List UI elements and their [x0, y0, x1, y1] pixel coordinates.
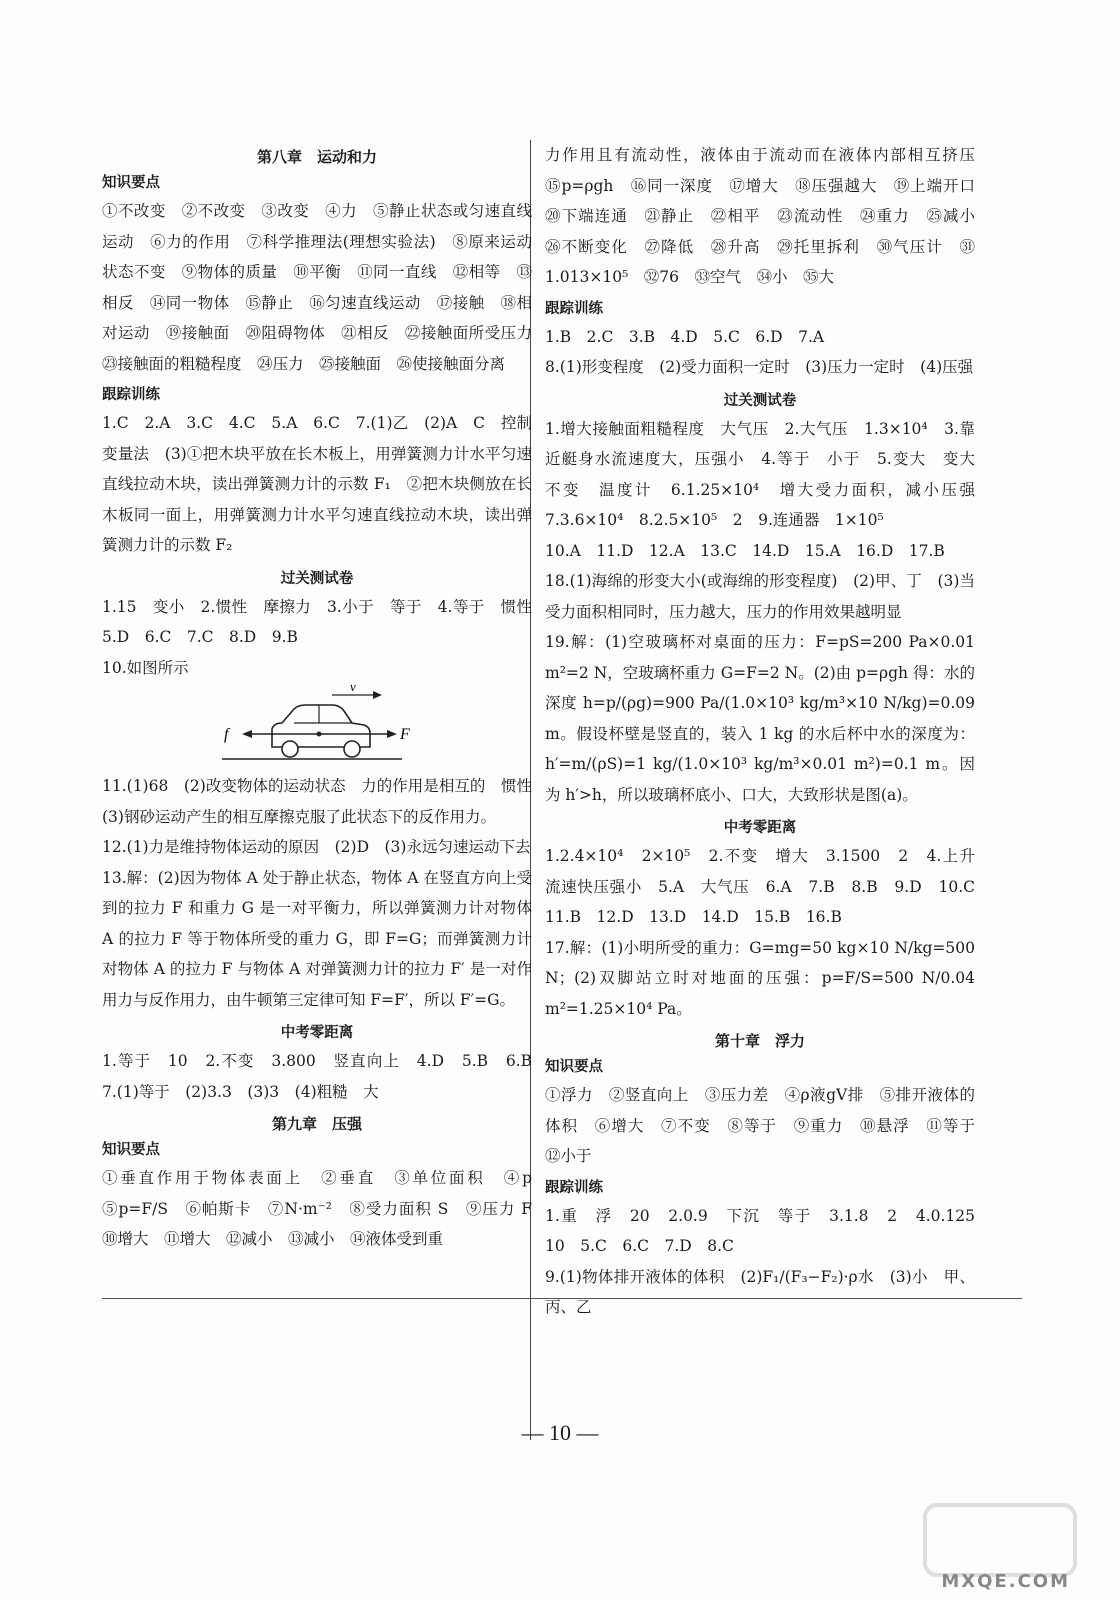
chapter-title: 第八章 运动和力	[256, 148, 377, 166]
force-arrowhead	[387, 730, 397, 738]
chapter-title: 第十章 浮力	[714, 1032, 805, 1050]
front-wheel	[344, 741, 360, 757]
section-title: 过关测试卷	[280, 570, 354, 587]
answer-paragraph: 1.15 变小 2.惯性 摩擦力 3.小于 等于 4.等于 惯性 5.D 6.C 7.C 8.D 9.B	[102, 597, 548, 646]
answer-paragraph: 11.(1)68 (2)改变物体的运动状态 力的作用是相互的 惯性 (3)钢砂运动产生的相互摩擦克服了此状态下的反作用力。	[102, 777, 548, 826]
answer-paragraph: 8.(1)形变程度 (2)受力面积一定时 (3)压力一定时 (4)压强	[545, 358, 974, 376]
section-heading: 跟踪训练	[545, 300, 603, 317]
car-force-diagram	[102, 679, 532, 767]
watermark-logo-icon	[920, 1500, 1080, 1580]
answer-paragraph: 力作用且有流动性，液体由于流动而在液体内部相互挤压 ⑮p=ρgh ⑯同一深度 ⑰增大 ⑱压强越大 ⑲上端开口 ⑳下端连通 ㉑静止 ㉒相平 ㉓流动性 ㉔重力 ㉕减小 ㉖不断变化 ㉗降低 ㉘升高 ㉙托里拆利 ㉚气压计 ㉛1.013×10⁵ ㉜76 ㉝空气 ㉞小 ㉟大	[545, 146, 991, 286]
answer-paragraph: 18.(1)海绵的形变大小(或海绵的形变程度) (2)甲、丁 (3)当受力面积相同时，压力越大，压力的作用效果越明显	[545, 572, 975, 621]
section-heading: 知识要点	[545, 1059, 603, 1075]
answer-paragraph: ①垂直作用于物体表面上 ②垂直 ③单位面积 ④p ⑤p=F/S ⑥帕斯卡 ⑦N·m⁻² ⑧受力面积 S ⑨压力 F ⑩增大 ⑪增大 ⑫减小 ⑬减小 ⑭液体受到重	[102, 1169, 548, 1248]
friction-arrowhead	[242, 730, 252, 738]
velocity-label: v	[350, 679, 356, 694]
chapter-title: 第九章 压强	[271, 1115, 362, 1133]
section-title: 中考零距离	[723, 820, 797, 836]
page-number: — 10 —	[521, 1420, 599, 1445]
section-heading: 知识要点	[102, 1142, 160, 1158]
section-heading: 跟踪训练	[545, 1179, 603, 1196]
answer-paragraph: ①浮力 ②竖直向上 ③压力差 ④ρ液gV排 ⑤排开液体的体积 ⑥增大 ⑦不变 ⑧等于 ⑨重力 ⑩悬浮 ⑪等于 ⑫小于	[545, 1086, 991, 1165]
answer-paragraph: 1.等于 10 2.不变 3.800 竖直向上 4.D 5.B 6.B 7.(1)等于 (2)3.3 (3)3 (4)粗糙 大	[102, 1052, 548, 1101]
section-heading: 跟踪训练	[102, 387, 160, 403]
left-column	[102, 140, 548, 1255]
answer-paragraph: 9.(1)物体排开液体的体积 (2)F₁/(F₃−F₂)·ρ水 (3)小 甲、丙、乙	[545, 1267, 975, 1316]
velocity-arrowhead	[373, 691, 382, 699]
answer-paragraph: 1.增大接触面粗糙程度 大气压 2.大气压 1.3×10⁴ 3.靠近艇身水流速度大，压强小 4.等于 小于 5.变大 变大 不变 温度计 6.1.25×10⁴ 增大受力面积，减小压强 7.3.6×10⁴ 8.2.5×10⁵ 2 9.连通器 1×10⁵	[545, 419, 991, 529]
answer-paragraph: ①不改变 ②不改变 ③改变 ④力 ⑤静止状态或匀速直线运动 ⑥力的作用 ⑦科学推理法(理想实验法) ⑧原来运动状态不变 ⑨物体的质量 ⑩平衡 ⑪同一直线 ⑫相等 ⑬相反 ⑭同一物体 ⑮静止 ⑯匀速直线运动 ⑰接触 ⑱相对运动 ⑲接触面 ⑳阻碍物体 ㉑相反 ㉒接触面所受压力 ㉓接触面的粗糙程度 ㉔压力 ㉕接触面 ㉖使接触面分离	[102, 202, 548, 373]
answer-paragraph: 1.C 2.A 3.C 4.C 5.A 6.C 7.(1)乙 (2)A C 控制变量法 (3)①把木块平放在长木板上，用弹簧测力计水平匀速直线拉动木块，读出弹簧测力计的示数 F₁ ②把木块侧放在长木板同一面上，用弹簧测力计水平匀速直线拉动木块，读出弹簧测力计的示数 F₂	[102, 414, 532, 554]
car-figure	[202, 679, 422, 767]
answer-paragraph: 19.解：(1)空玻璃杯对桌面的压力：F=pS=200 Pa×0.01 m²=2 N，空玻璃杯重力 G=F=2 N。(2)由 p=ρgh 得：水的深度 h=p/(ρg)=900 Pa/(1.0×10³ kg/m³×10 N/kg)=0.09 m。假设杯壁是竖直的，装入 1 kg 的水后杯中水的深度为：h′=m/(ρS)=1 kg/(1.0×10³ kg/m³×0.01 m²)=0.1 m。因为 h′>h，所以玻璃杯底小、口大，大致形状是图(a)。	[545, 633, 980, 804]
answer-paragraph: 10.A 11.D 12.A 13.C 14.D 15.A 16.D 17.B	[545, 541, 945, 560]
answer-paragraph: 1.B 2.C 3.B 4.D 5.C 6.D 7.A	[545, 327, 825, 346]
section-title: 中考零距离	[280, 1025, 354, 1041]
answer-paragraph: 1.重 浮 20 2.0.9 下沉 等于 3.1.8 2 4.0.125 10 5.C 6.C 7.D 8.C	[545, 1206, 991, 1255]
answer-paragraph: 17.解：(1)小明所受的重力：G=mg=50 kg×10 N/kg=500 N；(2)双脚站立时对地面的压强：p=F/S=500 N/0.04 m²=1.25×10⁴ Pa。	[545, 938, 980, 1018]
answer-paragraph: 1.2.4×10⁴ 2×10⁵ 2.不变 增大 3.1500 2 4.上升 流速快压强小 5.A 大气压 6.A 7.B 8.B 9.D 10.C 11.B 12.D 13.D 14.D 15.B 16.B	[545, 847, 991, 926]
answer-paragraph: 10.如图所示	[102, 658, 189, 677]
answer-paragraph: 12.(1)力是维持物体运动的原因 (2)D (3)永远匀速运动下去	[102, 838, 531, 856]
right-column	[545, 140, 991, 1323]
friction-label: f	[224, 726, 229, 743]
answer-paragraph: 13.解：(2)因为物体 A 处于静止状态，物体 A 在竖直方向上受到的拉力 F 和重力 G 是一对平衡力，所以弹簧测力计对物体 A 的拉力 F 等于物体所受的重力 G，即 F=G；而弹簧测力计对物体 A 的拉力 F 与物体 A 对弹簧测力计的拉力 F′ 是一对作用力与反作用力，由牛顿第三定律可知 F=F′，所以 F′=G。	[102, 868, 537, 1009]
rear-wheel	[282, 741, 298, 757]
watermark-text: MXQE.COM	[941, 1571, 1070, 1592]
car-body	[272, 705, 370, 747]
force-label: F	[400, 726, 410, 743]
section-heading: 知识要点	[102, 175, 160, 191]
section-title: 过关测试卷	[723, 392, 797, 409]
